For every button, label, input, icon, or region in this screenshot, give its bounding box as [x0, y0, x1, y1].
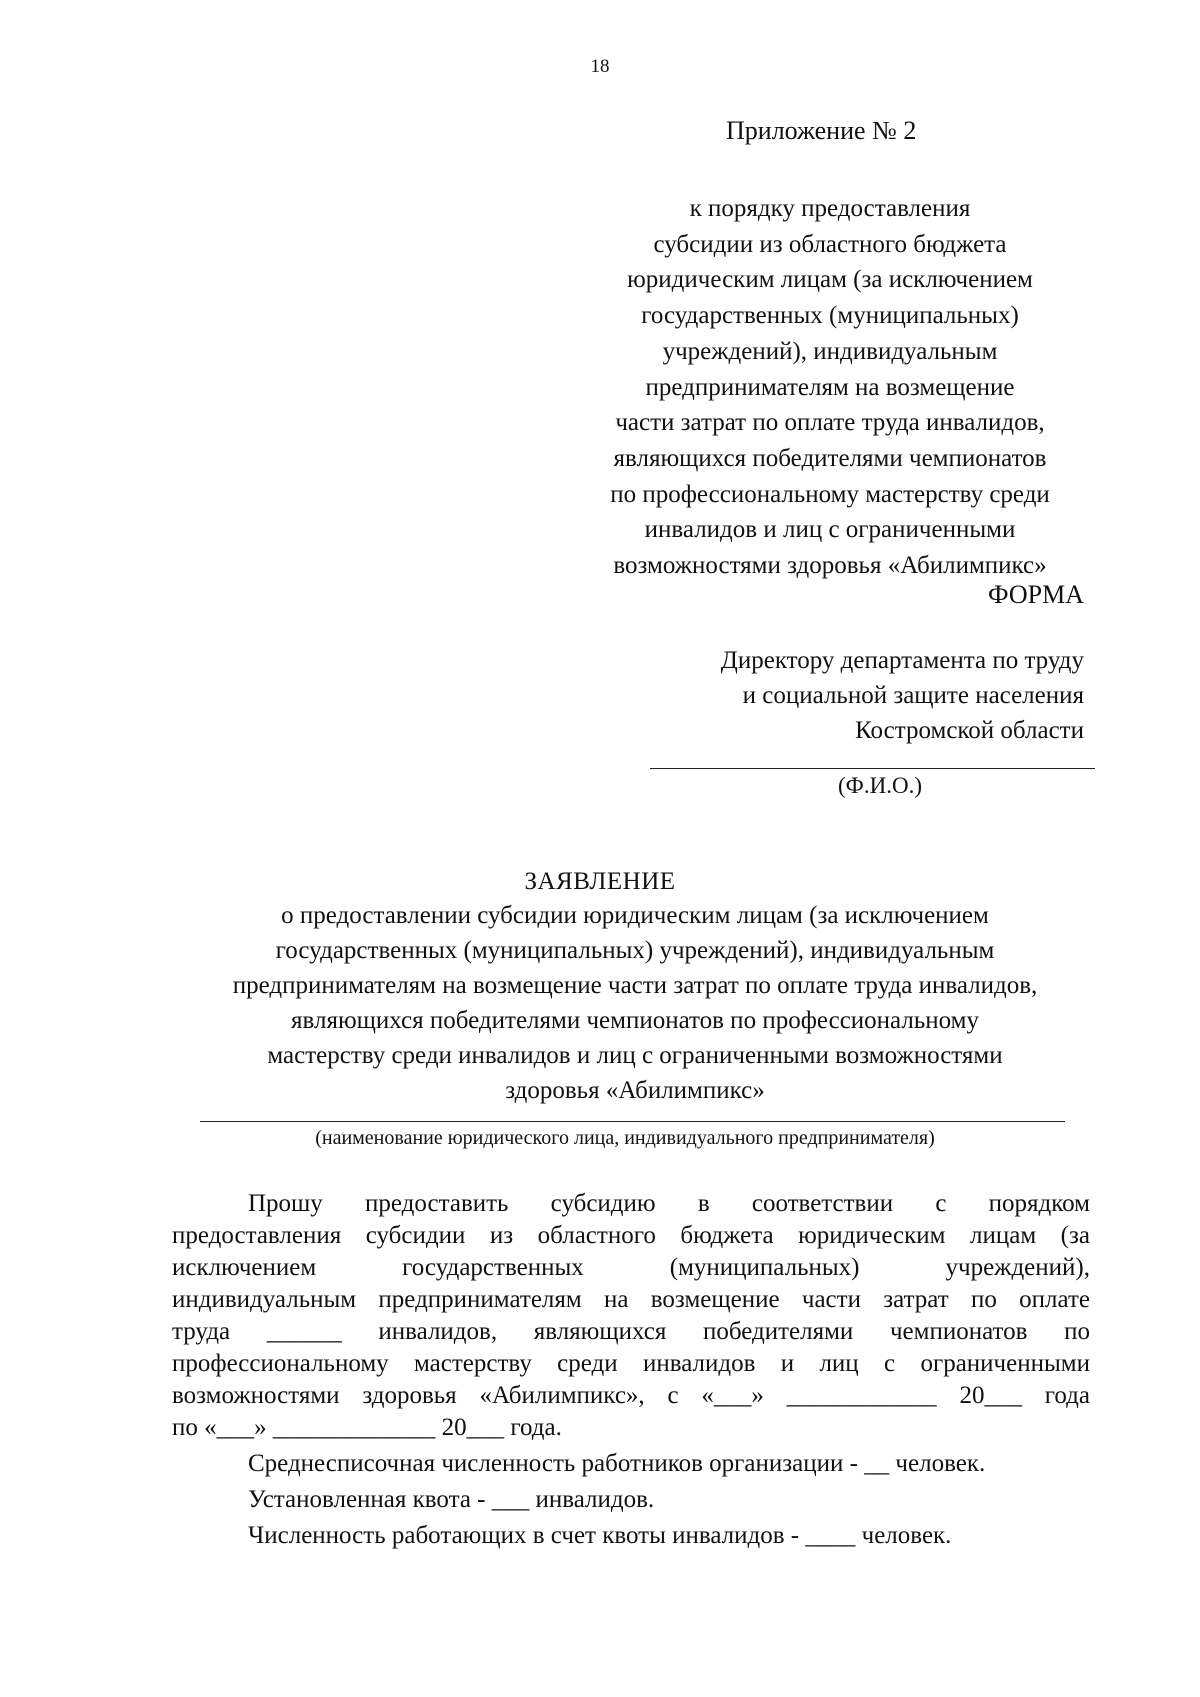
annex-line: государственных (муниципальных)	[641, 302, 1019, 330]
body-word: бюджета	[680, 1222, 774, 1249]
body-line	[172, 1380, 1090, 1412]
appendix-title: Приложение № 2	[726, 116, 917, 145]
body-word: инвалидов	[642, 1350, 756, 1377]
addressee-line: и социальной защите населения	[742, 682, 1084, 709]
body-word: здоровья	[362, 1382, 457, 1409]
body-word: среди	[557, 1350, 618, 1377]
body-word: предоставить	[365, 1190, 509, 1217]
body-word: мастерству	[414, 1350, 532, 1377]
body-word: (за	[1060, 1222, 1090, 1249]
statement-subtitle	[150, 898, 1120, 1108]
body-word: 20___	[959, 1382, 1022, 1409]
page-number: 18	[590, 56, 610, 77]
count-line: Установленная квота - ___ инвалидов.	[248, 1486, 655, 1513]
body-word: предпринимателям	[378, 1286, 582, 1313]
body-word: с	[884, 1350, 896, 1377]
body-word: предоставления	[172, 1222, 342, 1249]
addressee-line: Директору департамента по труду	[720, 647, 1084, 674]
body-word: с	[935, 1190, 947, 1217]
body-word: возмещение	[650, 1286, 780, 1313]
body-word: Прошу	[248, 1190, 323, 1217]
fio-underline	[650, 768, 1095, 769]
body-word: на	[604, 1286, 629, 1313]
body-word: областного	[537, 1222, 656, 1249]
body-word: «___»	[701, 1382, 764, 1409]
body-word: по	[970, 1286, 997, 1313]
body-word: лиц	[819, 1350, 859, 1377]
annex-line: юридическим лицам (за исключением	[627, 266, 1033, 294]
annex-line: являющихся победителями чемпионатов	[613, 444, 1047, 472]
body-line	[172, 1284, 1090, 1316]
statement-title: ЗАЯВЛЕНИЕ	[524, 868, 676, 895]
body-word: затрат	[883, 1286, 949, 1313]
body-word: соответствии	[751, 1190, 894, 1217]
body-word: порядком	[988, 1190, 1090, 1217]
statement-body	[172, 1188, 1090, 1444]
body-word: с	[667, 1382, 679, 1409]
body-word: труда	[172, 1318, 231, 1345]
body-word: ______	[266, 1318, 342, 1345]
body-word: ____________	[786, 1382, 937, 1409]
applicant-name-label: (наименование юридического лица, индивидуального предпринимателя)	[315, 1127, 935, 1149]
subtitle-line: государственных (муниципальных) учреждений), индивидуальным	[275, 937, 995, 964]
body-word: юридическим	[798, 1222, 946, 1249]
body-word: субсидию	[550, 1190, 656, 1217]
body-word: ограниченными	[920, 1350, 1090, 1377]
subtitle-line: мастерству среди инвалидов и лиц с ограниченными возможностями	[267, 1042, 1003, 1069]
body-word: части	[801, 1286, 861, 1313]
body-word: государственных	[402, 1254, 584, 1281]
annex-line: возможностями здоровья «Абилимпикс»	[613, 552, 1047, 580]
body-line	[172, 1348, 1090, 1380]
body-word: исключением	[172, 1254, 317, 1281]
form-label: ФОРМА	[988, 580, 1084, 609]
body-line	[172, 1316, 1090, 1348]
body-line: по «___» _____________ 20___ года.	[172, 1414, 562, 1441]
body-line	[172, 1188, 1090, 1220]
count-line: Среднесписочная численность работников организации - __ человек.	[248, 1450, 986, 1477]
annex-line: к порядку предоставления	[689, 195, 971, 222]
subtitle-line: являющихся победителями чемпионатов по профессиональному	[291, 1007, 979, 1034]
subtitle-line: о предоставлении субсидии юридическим лицам (за исключением	[281, 902, 989, 929]
applicant-name-underline	[200, 1121, 1065, 1122]
body-word: инвалидов,	[378, 1318, 498, 1345]
body-word: из	[489, 1222, 514, 1249]
body-word: чемпионатов	[889, 1318, 1028, 1345]
body-word: возможностями	[172, 1382, 340, 1409]
addressee-line: Костромской области	[855, 717, 1084, 744]
addressee-block	[524, 643, 1084, 748]
body-word: (муниципальных)	[669, 1254, 860, 1281]
body-line	[172, 1252, 1090, 1284]
body-word: оплате	[1019, 1286, 1090, 1313]
body-word: года	[1044, 1382, 1090, 1409]
body-word: «Абилимпикс»,	[479, 1382, 645, 1409]
staff-counts	[248, 1446, 1108, 1554]
fio-label: (Ф.И.О.)	[838, 773, 922, 798]
annex-line: по профессиональному мастерству среди	[610, 480, 1050, 508]
body-word: профессиональному	[172, 1350, 389, 1377]
annex-reference	[575, 191, 1085, 584]
body-word: субсидии	[365, 1222, 466, 1249]
subtitle-line: предпринимателям на возмещение части затрат по оплате труда инвалидов,	[232, 972, 1038, 999]
annex-line: инвалидов и лиц с ограниченными	[644, 516, 1016, 544]
body-word: и	[780, 1350, 795, 1377]
body-word: в	[697, 1190, 710, 1217]
body-word: по	[1064, 1318, 1090, 1345]
subtitle-line: здоровья «Абилимпикс»	[505, 1077, 765, 1104]
body-word: лицам	[970, 1222, 1037, 1249]
annex-line: учреждений), индивидуальным	[662, 337, 998, 365]
annex-line: предпринимателям на возмещение	[645, 373, 1015, 401]
annex-line: субсидии из областного бюджета	[653, 230, 1007, 258]
body-word: учреждений),	[945, 1254, 1090, 1281]
count-line: Численность работающих в счет квоты инвалидов - ____ человек.	[248, 1522, 952, 1549]
annex-line: части затрат по оплате труда инвалидов,	[615, 409, 1045, 437]
body-word: победителями	[702, 1318, 854, 1345]
body-line	[172, 1220, 1090, 1252]
body-word: индивидуальным	[172, 1286, 357, 1313]
body-word: являющихся	[533, 1318, 667, 1345]
